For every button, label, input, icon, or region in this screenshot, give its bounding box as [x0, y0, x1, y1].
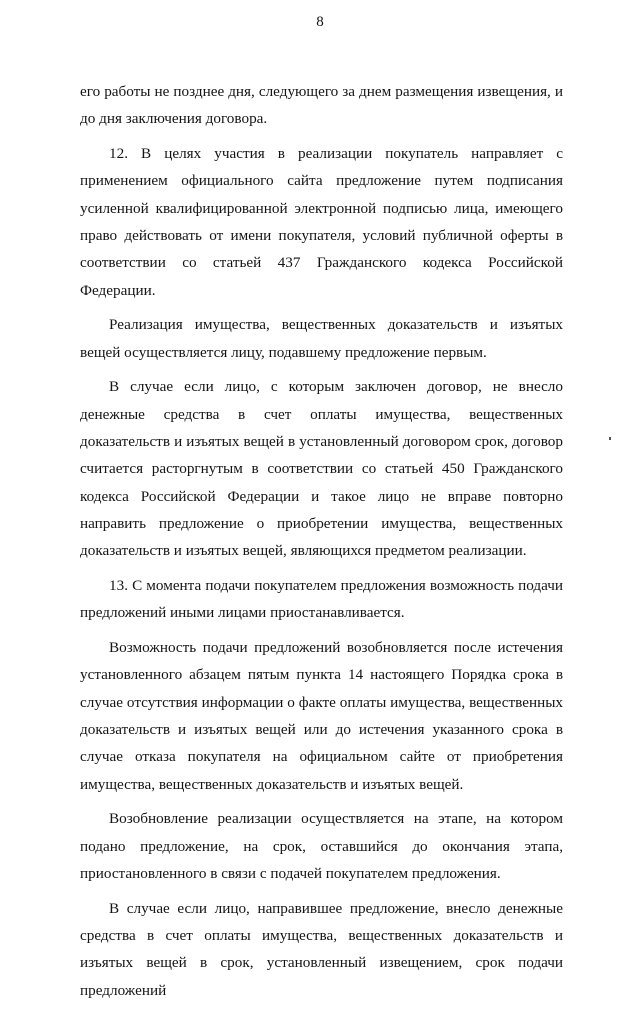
paragraph-continuation: его работы не позднее дня, следующего за днем размещения извещения, и до дня заключения договора. — [80, 83, 563, 128]
document-body — [80, 78, 563, 1012]
paragraph-item-12: 12. В целях участия в реализации покупатель направляет с применением официального сайта предложение путем подписания усиленной квалифицированной электронной подписью лица, имеющего право действовать от имени покупателя, условий публичной оферты в соответствии со статьей 437 Гражданского кодекса Российской Федерации. — [80, 145, 563, 299]
paragraph-payment-made: В случае если лицо, направившее предложение, внесло денежные средства в счет оплаты имущества, вещественных доказательств и изъятых вещей в срок, установленный извещением, срок подачи предложений — [80, 899, 563, 999]
paragraph-resumption-conditions: Возможность подачи предложений возобновляется после истечения установленного абзацем пятым пункта 14 настоящего Порядка срока в случае отсутствия информации о факте оплаты имущества, вещественных доказательств и изъятых вещей или до истечения указанного срока в случае отказа покупателя на официальном сайте от приобретения имущества, вещественных доказательств и изъятых вещей. — [80, 639, 563, 793]
scan-speck — [609, 437, 611, 440]
paragraph-first-offer: Реализация имущества, вещественных доказательств и изъятых вещей осуществляется лицу, подавшему предложение первым. — [80, 316, 563, 361]
paragraph-contract-termination: В случае если лицо, с которым заключен договор, не внесло денежные средства в счет оплаты имущества, вещественных доказательств и изъятых вещей в установленный договором срок, договор считается расторгнутым в соответствии со статьей 450 Гражданского кодекса Российской Федерации и такое лицо не вправе повторно направить предложение о приобретении имущества, вещественных доказательств и изъятых вещей, являющихся предметом реализации. — [80, 378, 563, 560]
paragraph-resumption-stage: Возобновление реализации осуществляется на этапе, на котором подано предложение, на срок, оставшийся до окончания этапа, приостановленного в связи с подачей покупателем предложения. — [80, 810, 563, 883]
paragraph-item-13: 13. С момента подачи покупателем предложения возможность подачи предложений иными лицами приостанавливается. — [80, 577, 563, 622]
page-number: 8 — [316, 14, 324, 30]
